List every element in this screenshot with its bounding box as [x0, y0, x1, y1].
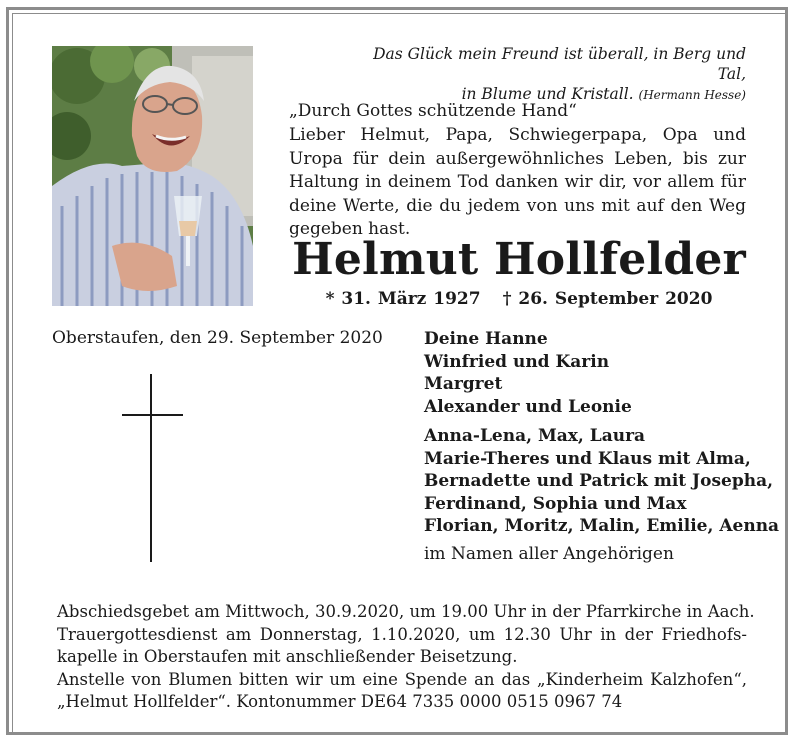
closing-line: im Namen aller Angehörigen: [424, 544, 674, 564]
cross-icon-bar: [122, 414, 183, 416]
grandchild-line: Marie-Theres und Klaus mit Alma,: [424, 448, 751, 469]
life-dates: [289, 289, 749, 309]
cross-icon: [150, 374, 152, 562]
footer-line-1: Abschiedsgebet am Mittwoch, 30.9.2020, um 19.00 Uhr in der Pfarrkirche in Aach.: [57, 602, 755, 621]
portrait-photo: [52, 46, 253, 306]
grandchildren-list: [424, 425, 779, 538]
service-details: [57, 601, 755, 714]
quote-author: (Hermann Hesse): [638, 88, 746, 102]
death-date: † 26. September 2020: [502, 289, 713, 309]
mourner: Deine Hanne: [424, 329, 548, 349]
tribute-message: Lieber Helmut, Papa, Schwiegerpapa, Opa und Uropa für dein außergewöhnliches Leben, bis zur Haltung in deinem Tod danken wir dir, vor allem für deine Werte, die du jedem von uns mit auf den Weg gegeben hast.: [289, 125, 746, 239]
grandchild-line: Bernadette und Patrick mit Josepha,: [424, 471, 774, 491]
quote-line-1: Das Glück mein Freund ist überall, in Berg und Tal,: [373, 45, 746, 83]
grandchild-line: Anna-Lena, Max, Laura: [424, 426, 646, 446]
mourner: Winfried und Karin: [424, 351, 610, 372]
grandchild-line: Florian, Moritz, Malin, Emilie, Aenna: [424, 516, 780, 536]
quote-text: in Blume und Kristall.: [461, 85, 634, 103]
mourners-list: [424, 328, 632, 418]
place-and-date: Oberstaufen, den 29. September 2020: [52, 328, 383, 348]
footer-line-5: „Helmut Hollfelder“. Kontonummer DE64 7335 0000 0515 0967 74: [57, 692, 623, 711]
birth-date: * 31. März 1927: [325, 289, 481, 309]
mourner: Alexander und Leonie: [424, 396, 632, 417]
mourner: Margret: [424, 374, 503, 394]
quote-block: [362, 44, 746, 105]
deceased-name: Helmut Hollfelder: [292, 234, 746, 285]
footer-line-3: kapelle in Oberstaufen mit anschließender Beisetzung.: [57, 647, 518, 666]
grandchild-line: Ferdinand, Sophia und Max: [424, 493, 687, 514]
footer-line-2: Trauergottesdienst am Donnerstag, 1.10.2020, um 12.30 Uhr in der Friedhofs-: [57, 624, 747, 644]
footer-line-4: Anstelle von Blumen bitten wir um eine Spende an das „Kinderheim Kalzhofen“,: [57, 669, 747, 689]
motto: „Durch Gottes schützende Hand“: [289, 101, 577, 121]
